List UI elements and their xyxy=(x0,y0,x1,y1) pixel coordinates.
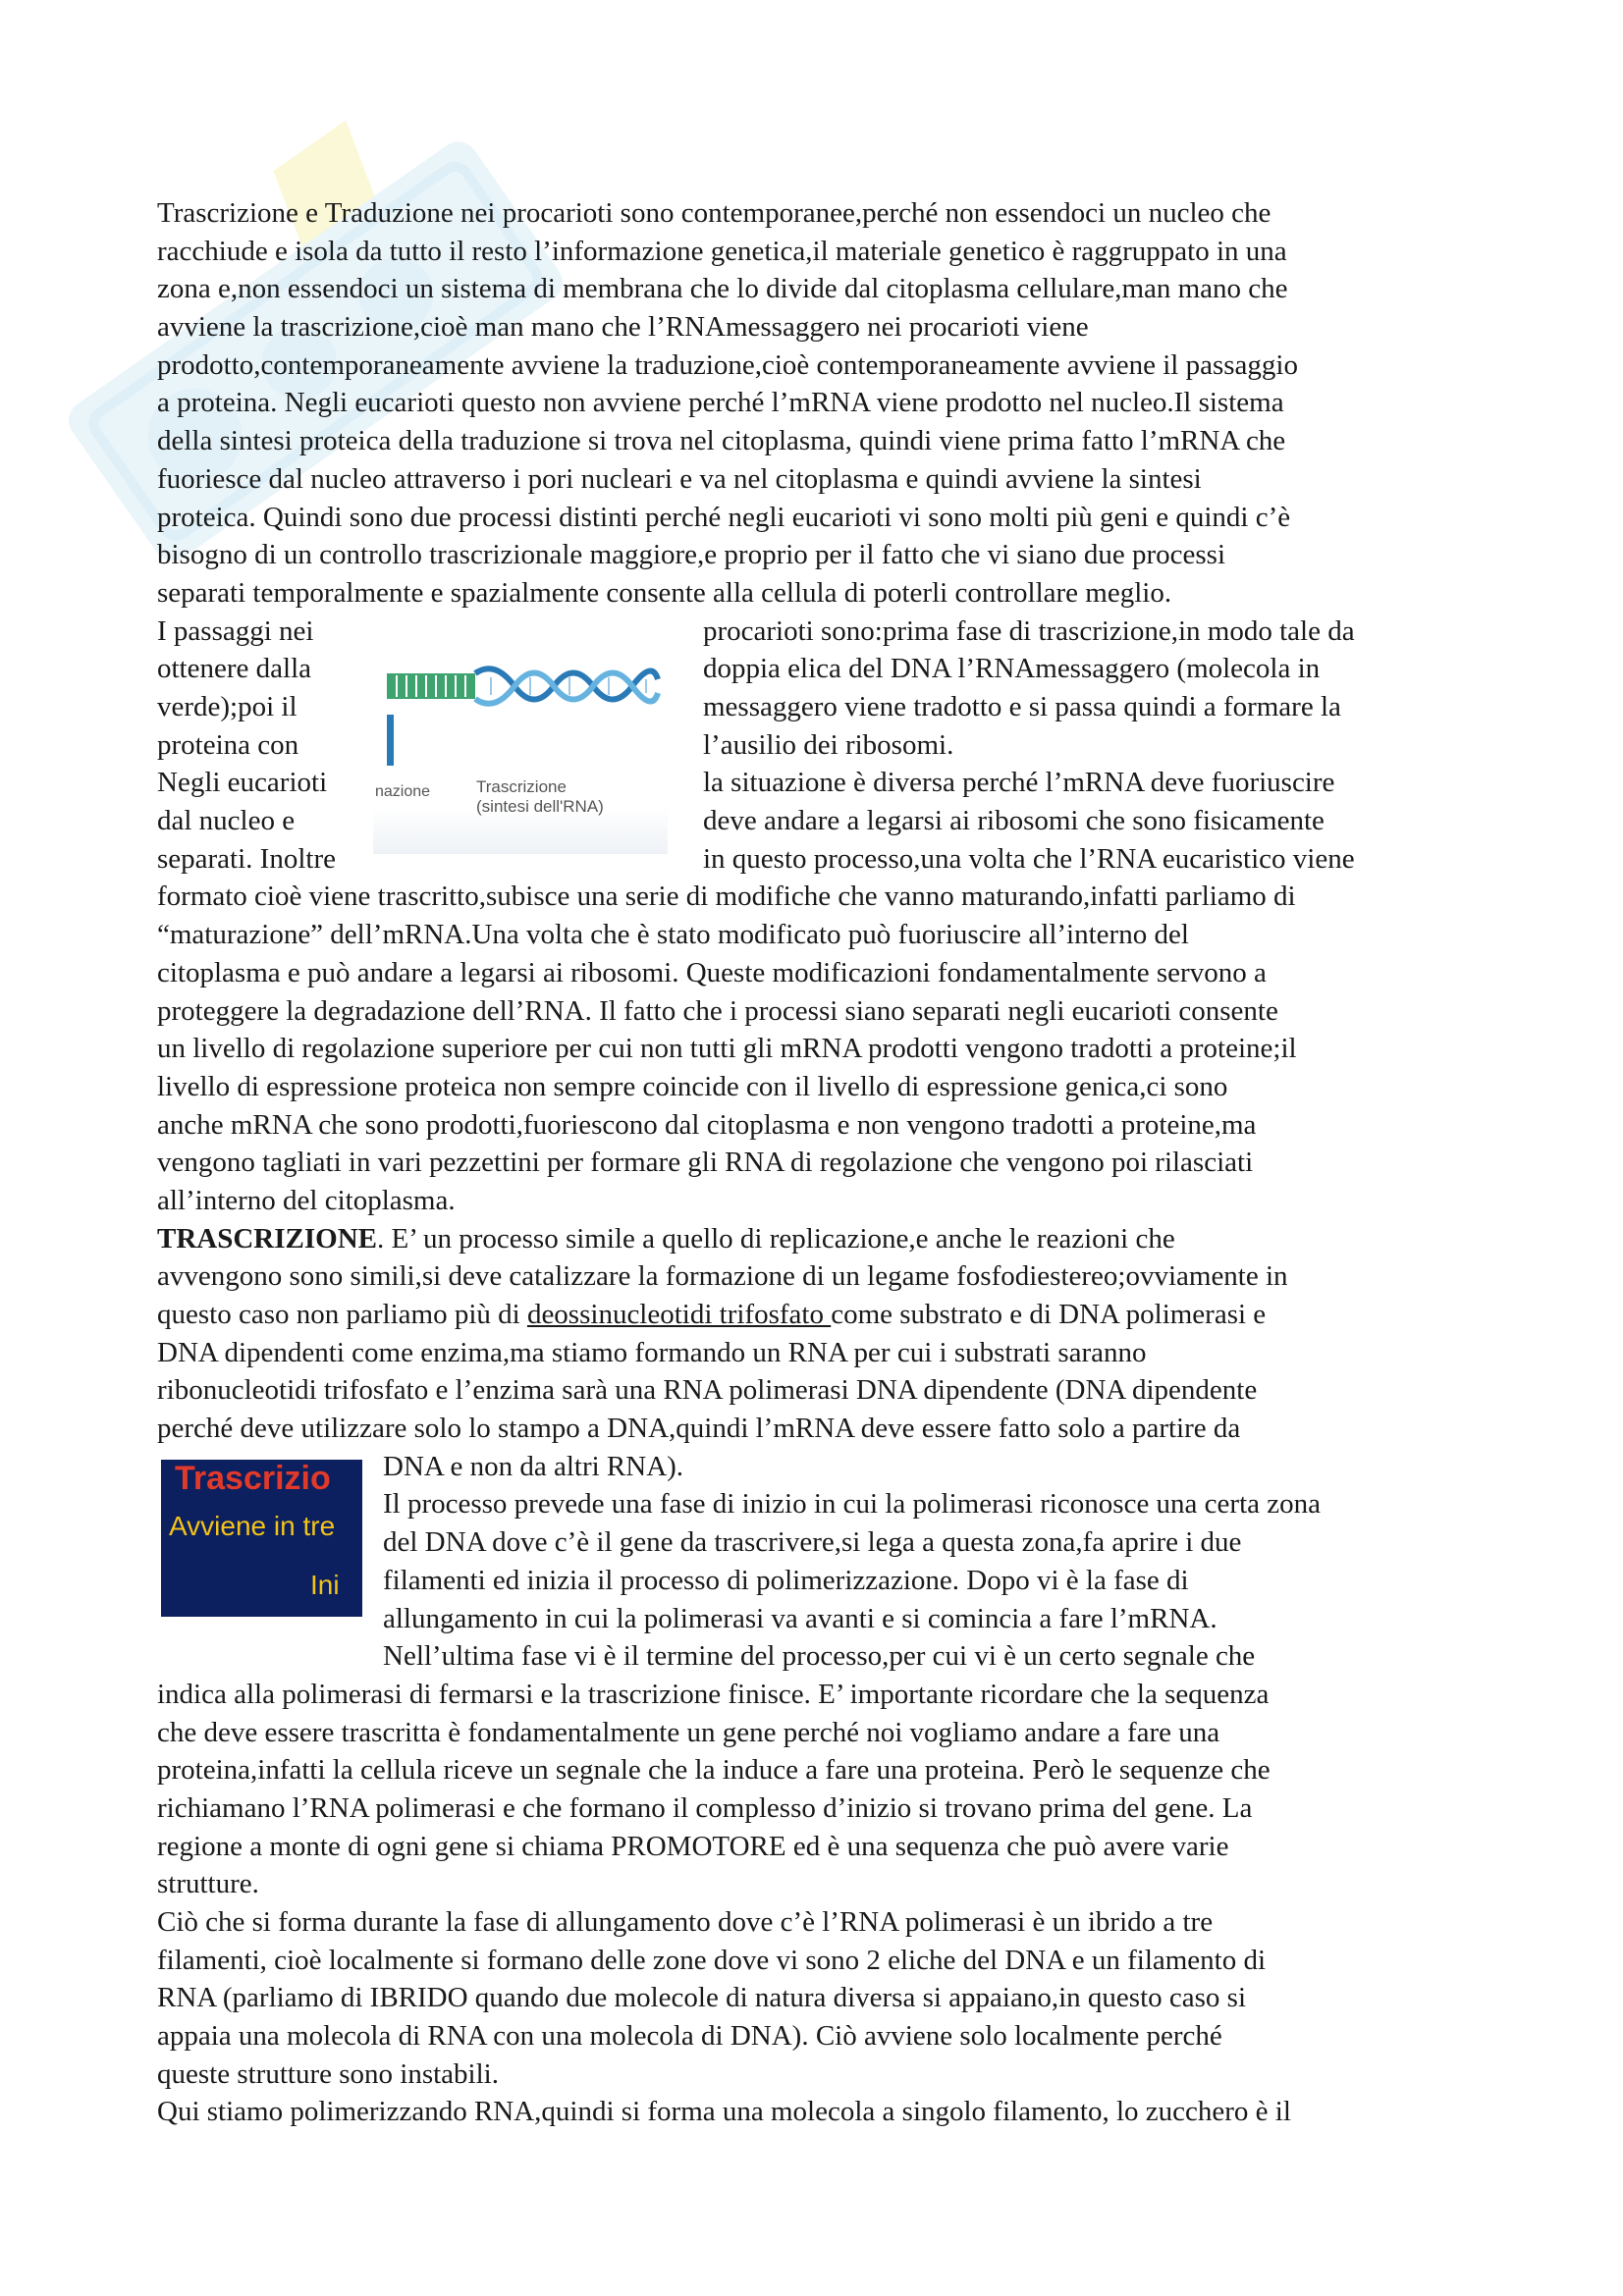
text-line: procarioti sono:prima fase di trascrizione,in modo tale da xyxy=(703,614,1355,647)
figure-caption xyxy=(476,777,604,817)
text-line: strutture. xyxy=(157,1868,259,1900)
text-line: appaia una molecola di RNA con una molecola di DNA). Ciò avviene solo localmente perché xyxy=(157,2020,1222,2053)
section-heading: TRASCRIZIONE xyxy=(157,1222,377,1255)
text-line: filamenti ed inizia il processo di polimerizzazione. Dopo vi è la fase di xyxy=(383,1564,1189,1596)
slide-subtitle: Avviene in tre xyxy=(169,1510,336,1541)
text-line: proteggere la degradazione dell’RNA. Il fatto che i processi siano separati negli eucarioti consente xyxy=(157,994,1278,1027)
text-line: Ciò che si forma durante la fase di allungamento dove c’è l’RNA polimerasi è un ibrido a tre xyxy=(157,1906,1214,1939)
text-line: Nell’ultima fase vi è il termine del processo,per cui vi è un certo segnale che xyxy=(383,1640,1256,1673)
text-line: verde);poi il xyxy=(157,690,298,722)
text-line: Negli eucarioti xyxy=(157,767,328,799)
text-line: separati temporalmente e spazialmente consente alla cellula di poterli controllare meglio. xyxy=(157,576,1172,609)
figure-section xyxy=(157,1448,1483,1676)
text-line: indica alla polimerasi di fermarsi e la trascrizione finisce. E’ importante ricordare che la sequenza xyxy=(157,1678,1270,1710)
text-line: ottenere dalla xyxy=(157,653,311,685)
text-line: zona e,non essendoci un sistema di membrana che lo divide dal citoplasma cellulare,man mano che xyxy=(157,273,1288,305)
text-span: . E’ un processo simile a quello di replicazione,e anche le reazioni che xyxy=(377,1222,1175,1255)
paragraph-promotore xyxy=(157,1676,1483,1903)
section-trascrizione xyxy=(157,1220,1483,1448)
text-line: Trascrizione e Traduzione nei procarioti sono contemporanee,perché non essendoci un nucleo che xyxy=(157,197,1271,229)
text-line: richiamano l’RNA polimerasi e che formano il complesso d’inizio si trovano prima del gene. La xyxy=(157,1791,1253,1824)
text-line: dal nucleo e xyxy=(157,805,296,836)
text-line: un livello di regolazione superiore per cui non tutti gli mRNA prodotti vengono tradotti a proteine;il xyxy=(157,1033,1297,1065)
figure-caption-line: (sintesi dell'RNA) xyxy=(476,796,604,816)
text-line: del DNA dove c’è il gene da trascrivere,si lega a questa zona,fa aprire i due xyxy=(383,1526,1242,1559)
paragraph-intro xyxy=(157,194,1483,613)
text-line: perché deve utilizzare solo lo stampo a DNA,quindi l’mRNA deve essere fatto solo a partire da xyxy=(157,1413,1241,1445)
text-line: proteica. Quindi sono due processi distinti perché negli eucarioti vi sono molti più geni e quindi c’è xyxy=(157,501,1291,533)
text-line: anche mRNA che sono prodotti,fuoriescono dal citoplasma e non vengono tradotti a proteine,ma xyxy=(157,1108,1257,1141)
text-line xyxy=(157,1296,1483,1334)
text-line: allungamento in cui la polimerasi va avanti e si comincia a fare l’mRNA. xyxy=(383,1602,1217,1634)
trascrizione-slide-image xyxy=(161,1460,362,1617)
text-line: bisogno di un controllo trascrizionale maggiore,e proprio per il fatto che vi siano due processi xyxy=(157,539,1225,571)
paragraph-maturation xyxy=(157,878,1483,1219)
text-line: Qui stiamo polimerizzando RNA,quindi si forma una molecola a singolo filamento, lo zucchero è il xyxy=(157,2096,1291,2128)
text-line: che deve essere trascritta è fondamentalmente un gene perché noi vogliamo andare a fare una xyxy=(157,1716,1220,1748)
document-page xyxy=(157,194,1483,2131)
text-line: all’interno del citoplasma. xyxy=(157,1184,456,1216)
text-line: DNA e non da altri RNA). xyxy=(383,1450,684,1482)
figure-caption-left: nazione xyxy=(375,782,431,800)
text-line: a proteina. Negli eucarioti questo non avviene perché l’mRNA viene prodotto nel nucleo.Il sistema xyxy=(157,387,1284,419)
text-line: “maturazione” dell’mRNA.Una volta che è stato modificato può fuoriuscire all’interno del xyxy=(157,919,1189,951)
paragraph-ibrido xyxy=(157,1903,1483,2131)
text-span: come substrato e di DNA polimerasi e xyxy=(831,1299,1267,1331)
text-line: Il processo prevede una fase di inizio in cui la polimerasi riconosce una certa zona xyxy=(383,1488,1322,1521)
text-line: regione a monte di ogni gene si chiama PROMOTORE ed è una sequenza che può avere varie xyxy=(157,1830,1229,1862)
text-line xyxy=(157,1220,1483,1258)
text-line: deve andare a legarsi ai ribosomi che sono fisicamente xyxy=(703,805,1325,836)
text-line: in questo processo,una volta che l’RNA eucaristico viene xyxy=(703,842,1355,875)
text-line: citoplasma e può andare a legarsi ai ribosomi. Queste modificazioni fondamentalmente servono a xyxy=(157,956,1267,988)
text-line: RNA (parliamo di IBRIDO quando due molecole di natura diversa si appaiano,in questo caso si xyxy=(157,1982,1246,2014)
text-line: racchiude e isola da tutto il resto l’informazione genetica,il materiale genetico è raggruppato in una xyxy=(157,235,1287,267)
text-line: queste strutture sono instabili. xyxy=(157,2057,499,2090)
text-line: avviene la trascrizione,cioè man mano che l’RNAmessaggero nei procarioti viene xyxy=(157,311,1089,344)
text-line: l’ausilio dei ribosomi. xyxy=(703,728,954,761)
text-line: doppia elica del DNA l’RNAmessaggero (molecola in xyxy=(703,653,1321,685)
text-line: DNA dipendenti come enzima,ma stiamo formando un RNA per cui i substrati saranno xyxy=(157,1336,1147,1368)
two-column-section xyxy=(157,613,1483,879)
slide-title: Trascrizio xyxy=(175,1459,331,1497)
text-line: avvengono sono simili,si deve catalizzare la formazione di un legame fosfodiestereo;ovviamente in xyxy=(157,1260,1288,1293)
underlined-term: deossinucleotidi trifosfato xyxy=(526,1299,832,1331)
text-line: proteina con xyxy=(157,728,299,761)
text-line: vengono tagliati in vari pezzettini per formare gli RNA di regolazione che vengono poi rilasciati xyxy=(157,1147,1254,1179)
text-line: livello di espressione proteica non sempre coincide con il livello di espressione genica,ci sono xyxy=(157,1070,1228,1102)
text-line: fuoriesce dal nucleo attraverso i pori nucleari e va nel citoplasma e quindi avviene la sintesi xyxy=(157,462,1202,495)
text-line: ribonucleotidi trifosfato e l’enzima sarà una RNA polimerasi DNA dipendente (DNA dipendente xyxy=(157,1374,1258,1407)
text-line: la situazione è diversa perché l’mRNA deve fuoriuscire xyxy=(703,767,1335,799)
figure-caption-line: Trascrizione xyxy=(476,776,567,796)
text-line: filamenti, cioè localmente si formano delle zone dove vi sono 2 eliche del DNA e un filamento di xyxy=(157,1944,1267,1976)
text-line: messaggero viene tradotto e si passa quindi a formare la xyxy=(703,690,1341,722)
text-span: questo caso non parliamo più di xyxy=(157,1299,527,1331)
dna-helix-icon xyxy=(373,620,668,777)
text-line: proteina,infatti la cellula riceve un segnale che la induce a fare una proteina. Però le sequenze che xyxy=(157,1754,1271,1787)
text-line: prodotto,contemporaneamente avviene la traduzione,cioè contemporaneamente avviene il passaggio xyxy=(157,348,1298,381)
text-line: formato cioè viene trascritto,subisce una serie di modifiche che vanno maturando,infatti parliamo di xyxy=(157,881,1296,913)
left-column xyxy=(157,613,363,879)
dna-transcription-figure xyxy=(373,620,668,854)
slide-corner-text: Ini xyxy=(310,1569,340,1600)
text-line: separati. Inoltre xyxy=(157,842,336,875)
text-line: I passaggi nei xyxy=(157,614,314,647)
right-column xyxy=(703,613,1488,879)
text-line: della sintesi proteica della traduzione si trova nel citoplasma, quindi viene prima fatto l’mRNA che xyxy=(157,425,1286,457)
